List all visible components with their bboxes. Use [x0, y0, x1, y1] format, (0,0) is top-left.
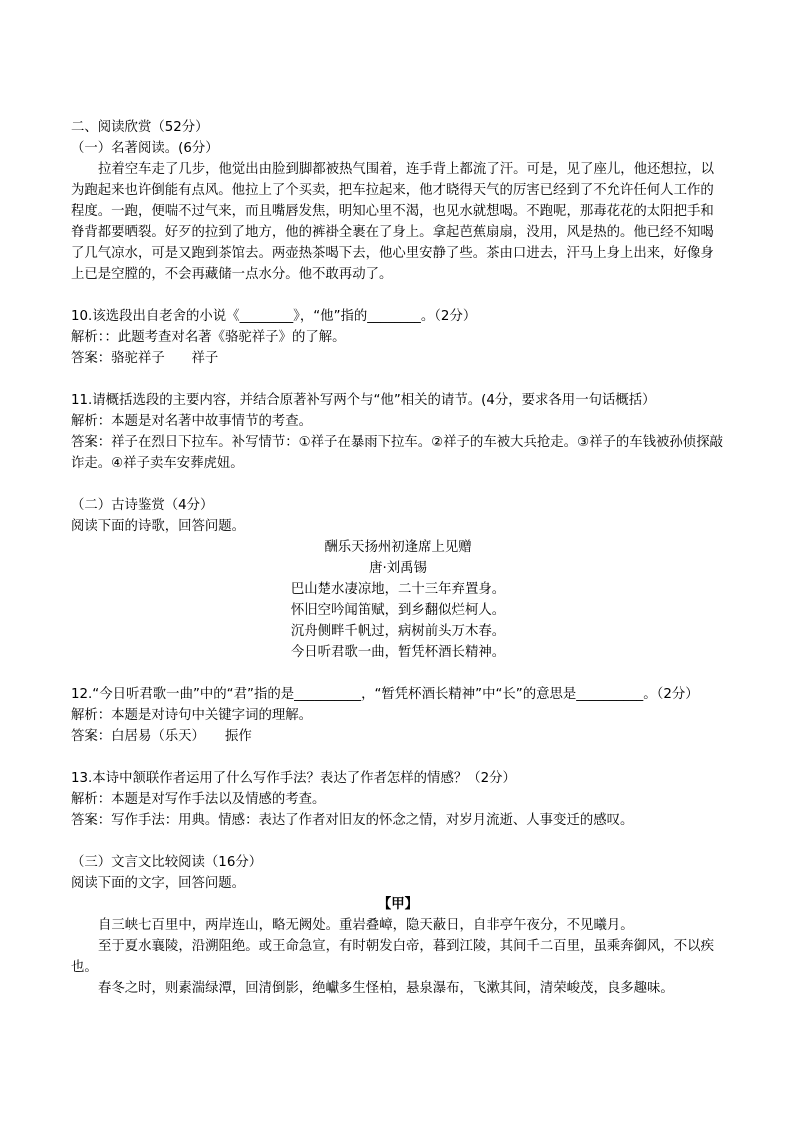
novel-passage: 拉着空车走了几步，他觉出由脸到脚都被热气围着，连手背上都流了汗。可是，见了座儿，他还想拉，以为跑起来也许倒能有点风。他拉上了个买卖，把车拉起来，他才晓得天气的厉害已经到了不允许任何人工作的程度。一跑，便喘不过气来，而且嘴唇发焦，明知心里不渴，也见水就想喝。不跑呢，那毒花花的太阳把手和脊背都要晒裂。好歹的拉到了地方，他的裤褂全裹在了身上。拿起芭蕉扇扇，没用，风是热的。他已经不知喝了几气凉水，可是又跑到茶馆去。两壶热茶喝下去，他心里安静了些。茶由口进去，汗马上身上出来，好像身上已是空膛的，不会再藏储一点水分。他不敢再动了。 [71, 162, 714, 282]
spacer [71, 369, 725, 390]
q13-analysis: 解析：本题是对写作手法以及情感的考查。 [71, 792, 326, 807]
spacer [71, 474, 725, 495]
q12-analysis: 解析：本题是对诗句中关键字词的理解。 [71, 708, 313, 723]
poem-line: 巴山楚水凄凉地，二十三年弃置身。 [290, 582, 506, 597]
spacer [71, 747, 725, 768]
poem-title: 酬乐天扬州初逢席上见赠 [324, 540, 472, 555]
q12-question: 12.“今日听君歌一曲”中的“君”指的是__________，“暂凭杯酒长精神”中“长”的意思是__________。（2分） [71, 687, 699, 702]
document-content [71, 117, 725, 999]
q10-analysis: 解析：：此题考查对名著《骆驼祥子》的了解。 [71, 330, 346, 345]
jia-title: 【甲】 [377, 897, 419, 912]
poem-author: 唐·刘禹锡 [369, 561, 427, 576]
part2-heading: （二）古诗鉴赏（4分） [71, 498, 214, 513]
classical-paragraph: 自三峡七百里中，两岸连山，略无阙处。重岩叠嶂，隐天蔽日，自非亭午夜分，不见曦月。 [98, 918, 634, 933]
q10-answer: 答案：骆驼祥子 祥子 [71, 351, 219, 366]
poem-line: 怀旧空吟闻笛赋，到乡翻似烂柯人。 [290, 603, 506, 618]
spacer [71, 663, 725, 684]
q11-question: 11.请概括选段的主要内容，并结合原著补写两个与“他”相关的请节。(4分，要求各用一句话概括） [71, 393, 656, 408]
q13-question: 13.本诗中颔联作者运用了什么写作手法？表达了作者怎样的情感？（2分） [71, 771, 516, 786]
part3-heading: （三）文言文比较阅读（16分） [71, 855, 263, 870]
classical-paragraph: 春冬之时，则素湍绿潭，回清倒影，绝巘多生怪柏，悬泉瀑布，飞漱其间，清荣峻茂，良多趣味。 [98, 981, 674, 996]
part2-instruction: 阅读下面的诗歌，回答问题。 [71, 519, 246, 534]
q11-answer: 答案：祥子在烈日下拉车。补写情节：①祥子在暴雨下拉车。②祥子的车被大兵抢走。③祥子的车钱被孙侦探敲诈走。④祥子卖车安葬虎妞。 [71, 435, 723, 471]
part3-instruction: 阅读下面的文字，回答问题。 [71, 876, 246, 891]
section-title: 二、阅读欣赏（52分） [71, 120, 209, 135]
q10-question: 10.该选段出自老舍的小说《________》，“他”指的________。（2分） [71, 309, 477, 324]
poem-line: 今日听君歌一曲，暂凭杯酒长精神。 [290, 645, 506, 660]
classical-paragraph: 至于夏水襄陵，沿溯阻绝。或王命急宣，有时朝发白帝，暮到江陵，其间千二百里，虽乘奔御风，不以疾也。 [71, 939, 714, 975]
q13-answer: 答案：写作手法：用典。情感：表达了作者对旧友的怀念之情，对岁月流逝、人事变迁的感叹。 [71, 813, 634, 828]
q11-analysis: 解析：本题是对名著中故事情节的考查。 [71, 414, 313, 429]
spacer [71, 285, 725, 306]
poem-line: 沉舟侧畔千帆过，病树前头万木春。 [290, 624, 506, 639]
spacer [71, 831, 725, 852]
part1-heading: （一）名著阅读。(6分） [71, 141, 219, 156]
q12-answer: 答案：白居易（乐天） 振作 [71, 729, 252, 744]
